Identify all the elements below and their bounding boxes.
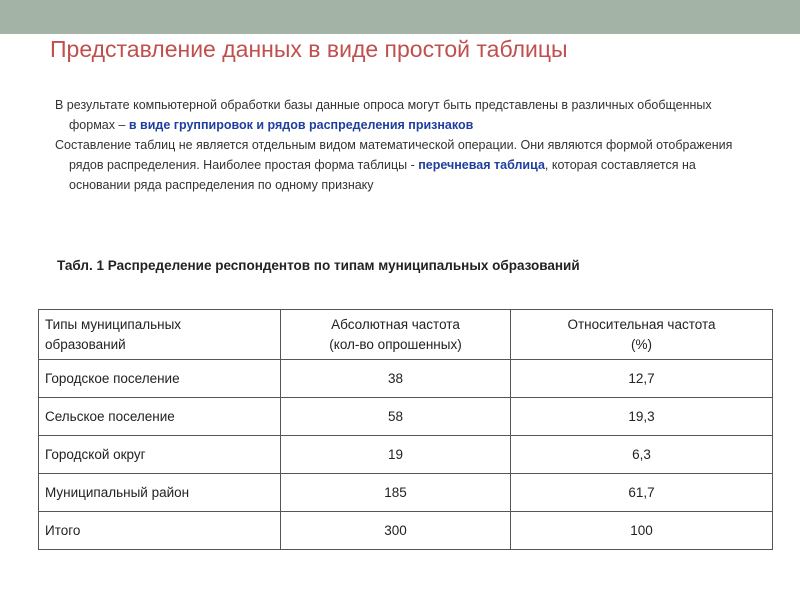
paragraph-1-text: В результате компьютерной обработки базы данные опроса могут быть представлены в различных обобщенных формах – (55, 98, 712, 132)
cell-absolute: 38 (281, 360, 511, 398)
cell-type: Сельское поселение (39, 398, 281, 436)
header-relative (511, 310, 773, 360)
header-absolute (281, 310, 511, 360)
header-relative-line2: (%) (631, 336, 652, 352)
cell-relative: 19,3 (511, 398, 773, 436)
paragraph-1 (55, 95, 755, 135)
cell-absolute: 19 (281, 436, 511, 474)
header-types-line2: образований (45, 336, 126, 352)
paragraph-2 (55, 135, 755, 195)
header-types-line1: Типы муниципальных (45, 316, 182, 332)
header-absolute-line2: (кол-во опрошенных) (329, 336, 462, 352)
body-text (55, 95, 755, 195)
table-row (39, 474, 773, 512)
paragraph-2-text-2: , которая составляется на основании ряда распределения по одному признаку (69, 158, 696, 192)
table-row (39, 436, 773, 474)
cell-relative: 6,3 (511, 436, 773, 474)
header-types (39, 310, 281, 360)
cell-type: Городское поселение (39, 360, 281, 398)
cell-type: Городской округ (39, 436, 281, 474)
cell-relative: 61,7 (511, 474, 773, 512)
table-row (39, 398, 773, 436)
table-header-row (39, 310, 773, 360)
distribution-table (38, 309, 773, 550)
cell-type: Итого (39, 512, 281, 550)
cell-relative: 12,7 (511, 360, 773, 398)
paragraph-2-text-1: Составление таблиц не является отдельным видом математической операции. Они являются формой отображения рядов распределения. Наиболее простая форма таблицы - (55, 138, 733, 172)
cell-absolute: 185 (281, 474, 511, 512)
table-row (39, 360, 773, 398)
paragraph-1-highlight: в виде группировок и рядов распределения признаков (128, 118, 474, 132)
cell-absolute: 58 (281, 398, 511, 436)
header-absolute-line1: Абсолютная частота (331, 316, 460, 332)
table-total-row (39, 512, 773, 550)
paragraph-2-highlight: перечневая таблица (418, 158, 545, 172)
cell-absolute: 300 (281, 512, 511, 550)
top-decorative-bar (0, 0, 800, 34)
cell-type: Муниципальный район (39, 474, 281, 512)
cell-relative: 100 (511, 512, 773, 550)
header-relative-line1: Относительная частота (567, 316, 716, 332)
table-caption: Табл. 1 Распределение респондентов по типам муниципальных образований (57, 258, 580, 273)
slide-title: Представление данных в виде простой таблицы (50, 36, 568, 62)
